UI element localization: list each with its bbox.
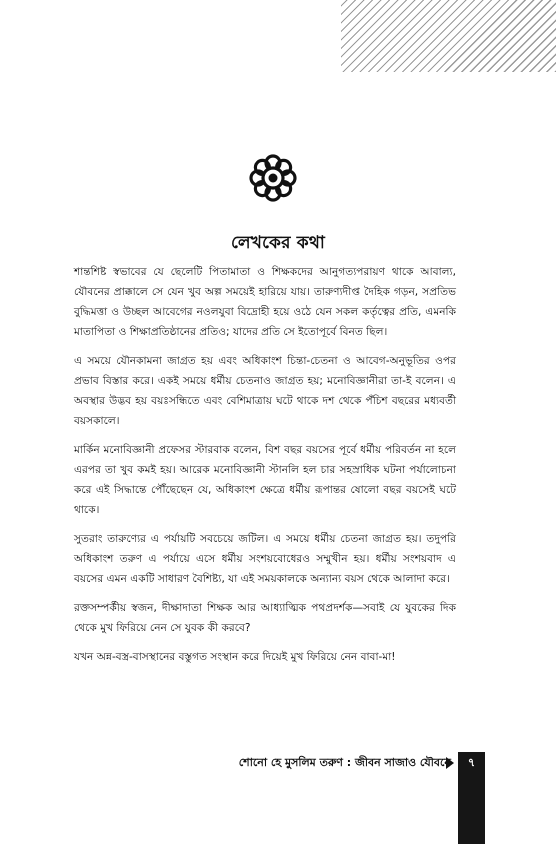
triangle-right-icon bbox=[446, 757, 454, 769]
page-number: ৭ bbox=[467, 756, 476, 769]
paragraph: শান্তশিষ্ট স্বভাবের যে ছেলেটি পিতামাতা ও শিক্ষকদের আনুগত্যপরায়ণ থাকে আবাল্য, যৌবনের প্রাক্কালে সে যেন খুব অল্প সময়েই হারিয়ে যায়। তারুণ্যদীপ্ত দৈহিক গড়ন, সপ্রতিভ বুদ্ধিমত্তা ও উচ্ছল আবেগের নওলযুবা বিদ্রোহী হয়ে ওঠে যেন সকল কর্তৃত্বের প্রতি, এমনকি মাতাপিতা ও শিক্ষাপ্রতিষ্ঠানের প্রতিও; যাদের প্রতি সে ইতোপূর্বে বিনত ছিল। bbox=[74, 266, 456, 338]
running-footer-title: শোনো হে মুসলিম তরুণ : জীবন সাজাও যৌবনে bbox=[238, 756, 451, 769]
paragraph: সুতরাং তারুণ্যের এ পর্যায়টি সবচেয়ে জটিল। এ সময়ে ধর্মীয় চেতনা জাগ্রত হয়। তদুপরি অধিকাংশ তরুণ এ পর্যায়ে এসে ধর্মীয় সংশয়বোধেরও সম্মুখীন হয়। ধর্মীয় সংশয়বাদ এ বয়সের এমন একটি সাধারণ বৈশিষ্ট্য, যা এই সময়কালকে অন্যান্য বয়স থেকে আলাদা করে। bbox=[74, 533, 456, 585]
decorative-stripes bbox=[341, 0, 556, 72]
paragraph: রক্তসম্পর্কীয় স্বজন, দীক্ষাদাতা শিক্ষক আর আধ্যাত্মিক পথপ্রদর্শক—সবাই যে যুবকের দিক থেকে মুখ ফিরিয়ে নেন সে যুবক কী করবে? bbox=[74, 602, 456, 634]
paragraph: মার্কিন মনোবিজ্ঞানী প্রফেসর স্টারবাক বলেন, বিশ বছর বয়সের পূর্বে ধর্মীয় পরিবর্তন না হলে এরপর তা খুব কমই হয়। আরেক মনোবিজ্ঞানী স্টানলি হল চার সহস্রাধিক ঘটনা পর্যালোচনা করে এই সিদ্ধান্তে পৌঁছেছেন যে, অধিকাংশ ক্ষেত্রে ধর্মীয় রূপান্তর ষোলো বছর বয়সেই ঘটে থাকে। bbox=[74, 444, 456, 516]
page-title: লেখকের কথা bbox=[231, 233, 325, 253]
flower-ornament-icon bbox=[243, 148, 303, 208]
preface-body bbox=[74, 262, 456, 676]
paragraph: এ সময়ে যৌনকামনা জাগ্রত হয় এবং অধিকাংশ চিন্তা-চেতনা ও আবেগ-অনুভূতির ওপর প্রভাব বিস্তার করে। একই সময়ে ধর্মীয় চেতনাও জাগ্রত হয়; মনোবিজ্ঞানীরা তা-ই বলেন। এ অবস্থার উদ্ভব হয় বয়ঃসন্ধিতে এবং বেশিমাত্রায় ঘটে থাকে দশ থেকে পঁচিশ বছরের মধ্যবর্তী বয়সকালে। bbox=[74, 355, 456, 427]
paragraph: যখন অন্ন-বস্ত্র-বাসস্থানের বস্তুগত সংস্থান করে দিয়েই মুখ ফিরিয়ে নেন বাবা-মা! bbox=[74, 651, 396, 663]
